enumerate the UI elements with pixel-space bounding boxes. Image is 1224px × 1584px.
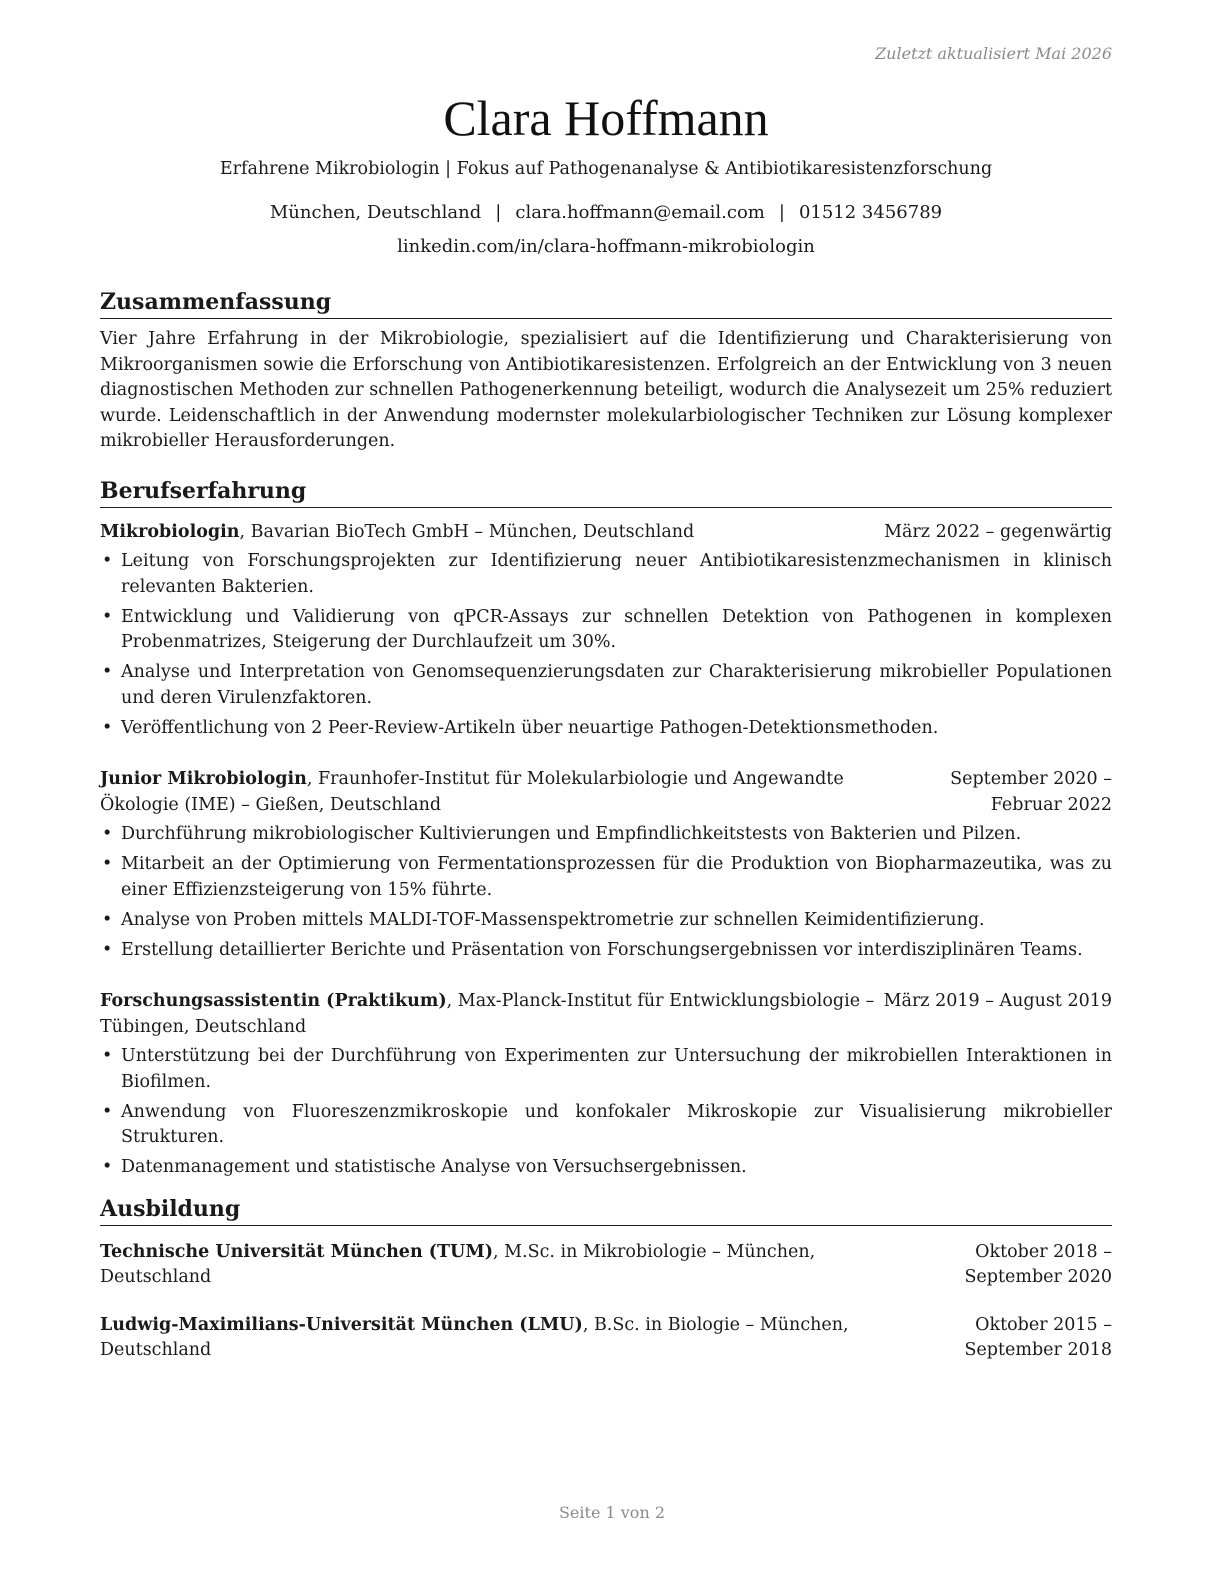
job-title: Mikrobiologin — [100, 521, 240, 542]
education-line — [100, 1313, 874, 1364]
job-title-line — [100, 989, 876, 1040]
education-dates: Oktober 2018 – September 2020 — [964, 1241, 1112, 1287]
contact-block — [100, 196, 1112, 264]
contact-separator: | — [778, 202, 785, 223]
resume-page — [100, 0, 1112, 1364]
contact-line — [100, 196, 1112, 230]
job-bullet: • Durchführung mikrobiologischer Kultivierungen und Empfindlichkeitstests von Bakterien und Pilzen. — [100, 822, 1112, 848]
education-school: Technische Universität München (TUM) — [100, 1241, 493, 1262]
job-entry — [100, 767, 1112, 963]
page-number: Seite 1 von 2 — [558, 1503, 666, 1522]
job-dates: September 2020 – Februar 2022 — [950, 769, 1112, 815]
education-heading: Ausbildung — [100, 1195, 1112, 1226]
job-bullet: • Analyse und Interpretation von Genomsequenzierungsdaten zur Charakterisierung mikrobieller Populationen und deren Virulenzfaktoren. — [100, 660, 1112, 711]
contact-separator: | — [495, 202, 502, 223]
job-bullet: • Erstellung detaillierter Berichte und Präsentation von Forschungsergebnissen vor interdisziplinären Teams. — [100, 938, 1112, 964]
job-title-line — [100, 520, 876, 546]
job-title-line — [100, 767, 874, 818]
contact-location: München, Deutschland — [269, 202, 482, 223]
job-bullet: • Entwicklung und Validierung von qPCR-Assays zur schnellen Detektion von Pathogenen in komplexen Probenmatrizes, Steigerung der Durchlaufzeit um 30%. — [100, 605, 1112, 656]
job-bullets — [100, 549, 1112, 741]
experience-heading: Berufserfahrung — [100, 477, 1112, 508]
job-header — [100, 989, 1112, 1040]
job-bullet: • Unterstützung bei der Durchführung von Experimenten zur Untersuchung der mikrobiellen Interaktionen in Biofilmen. — [100, 1044, 1112, 1095]
job-bullets — [100, 1044, 1112, 1181]
education-header — [100, 1313, 1112, 1364]
education-line — [100, 1240, 874, 1291]
job-entry — [100, 520, 1112, 742]
education-section — [100, 1195, 1112, 1364]
job-header — [100, 767, 1112, 818]
summary-heading: Zusammenfassung — [100, 288, 1112, 319]
candidate-name: Clara Hoffmann — [443, 90, 769, 146]
summary-section — [100, 288, 1112, 455]
education-school: Ludwig-Maximilians-Universität München (LMU) — [100, 1314, 583, 1335]
job-bullets — [100, 822, 1112, 963]
job-dates: März 2022 – gegenwärtig — [884, 521, 1112, 542]
job-organization: , Fraunhofer-Institut für Molekularbiologie und Angewandte Ökologie (IME) – Gießen, Deutschland — [100, 769, 844, 815]
candidate-tagline: Erfahrene Mikrobiologin | Fokus auf Pathogenanalyse & Antibiotikaresistenzforschung — [219, 159, 993, 179]
job-entry — [100, 989, 1112, 1181]
summary-text: Vier Jahre Erfahrung in der Mikrobiologie, spezialisiert auf die Identifizierung und Charakterisierung von Mikroorganismen sowie die Erforschung von Antibiotikaresistenzen. Erfolgreich an der Entwicklung von 3 neuen diagnostischen Methoden zur schnellen Pathogenerkennung beteiligt, wodurch die Analysezeit um 25% reduziert wurde. Leidenschaftlich in der Anwendung modernster molekularbiologischer Techniken zur Lösung komplexer mikrobieller Herausforderungen. — [100, 329, 1112, 451]
contact-phone[interactable]: 01512 3456789 — [798, 202, 943, 223]
education-entry — [100, 1313, 1112, 1364]
education-degree: , M.Sc. in Mikrobiologie – München, Deutschland — [100, 1241, 816, 1287]
job-title: Junior Mikrobiologin — [100, 769, 307, 789]
job-title: Forschungsassistentin (Praktikum) — [100, 991, 447, 1011]
education-dates: Oktober 2015 – September 2018 — [964, 1314, 1112, 1360]
education-degree: , B.Sc. in Biologie – München, Deutschland — [100, 1314, 849, 1360]
job-header — [100, 520, 1112, 546]
job-dates: März 2019 – August 2019 — [883, 991, 1112, 1011]
job-bullet: • Veröffentlichung von 2 Peer-Review-Artikeln über neuartige Pathogen-Detektionsmethoden. — [100, 716, 1112, 742]
contact-linkedin[interactable]: linkedin.com/in/clara-hoffmann-mikrobiologin — [397, 236, 815, 257]
job-bullet: • Datenmanagement und statistische Analyse von Versuchsergebnissen. — [100, 1155, 1112, 1181]
contact-email[interactable]: clara.hoffmann@email.com — [515, 202, 765, 223]
education-header — [100, 1240, 1112, 1291]
job-bullet: • Anwendung von Fluoreszenzmikroskopie und konfokaler Mikroskopie zur Visualisierung mikrobieller Strukturen. — [100, 1100, 1112, 1151]
job-bullet: • Mitarbeit an der Optimierung von Fermentationsprozessen für die Produktion von Biopharmazeutika, was zu einer Effizienzsteigerung von 15% führte. — [100, 852, 1112, 903]
job-organization: , Max-Planck-Institut für Entwicklungsbiologie – Tübingen, Deutschland — [100, 991, 875, 1037]
job-bullet: • Leitung von Forschungsprojekten zur Identifizierung neuer Antibiotikaresistenzmechanismen in klinisch relevanten Bakterien. — [100, 549, 1112, 600]
education-entry — [100, 1240, 1112, 1291]
last-updated-note: Zuletzt aktualisiert Mai 2026 — [875, 44, 1112, 63]
experience-section — [100, 477, 1112, 1181]
job-organization: , Bavarian BioTech GmbH – München, Deutschland — [239, 521, 695, 542]
job-bullet: • Analyse von Proben mittels MALDI-TOF-Massenspektrometrie zur schnellen Keimidentifizierung. — [100, 908, 1112, 934]
